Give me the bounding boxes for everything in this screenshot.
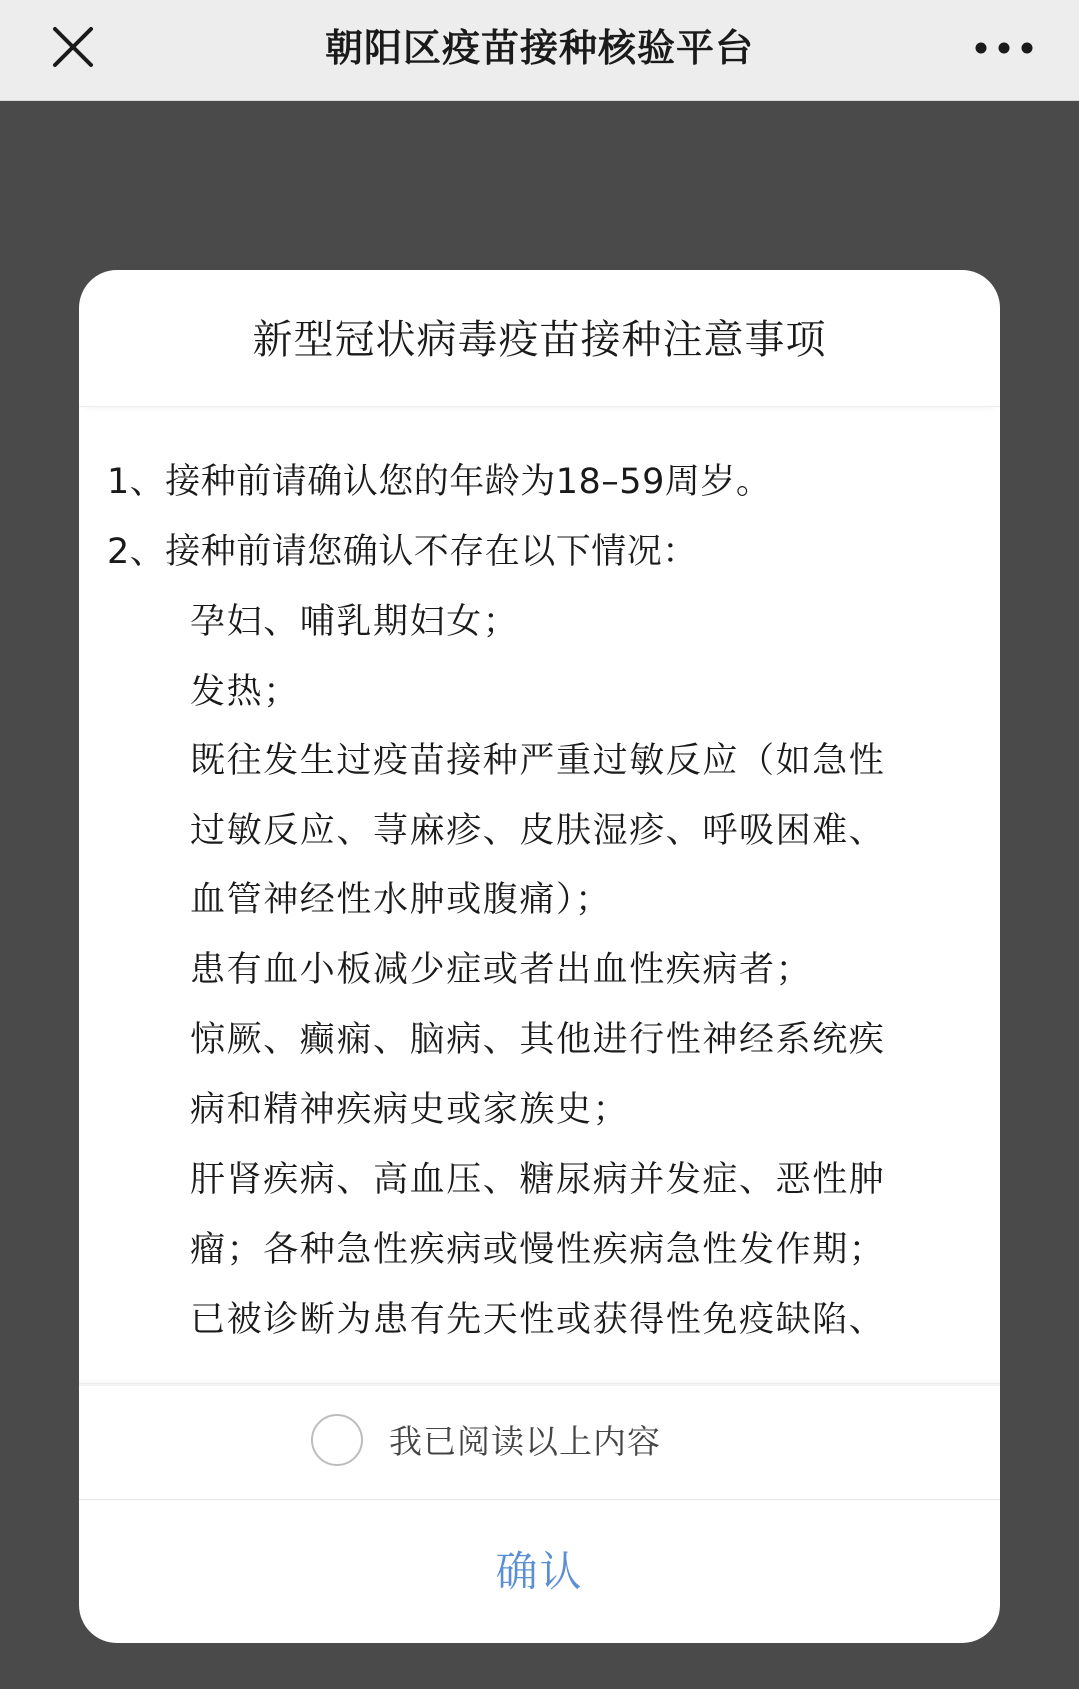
agree-checkbox-row[interactable] [79, 1383, 1000, 1500]
condition-line: 肝肾疾病、高血压、糖尿病并发症、恶性肿 [190, 1160, 886, 1200]
condition-line: 血管神经性水肿或腹痛）； [190, 880, 612, 920]
notice-dialog [79, 270, 1000, 1643]
condition-line: 瘤；各种急性疾病或慢性疾病急性发作期； [190, 1230, 886, 1270]
notice-item-conditions: 2、接种前请您确认不存在以下情况： [107, 532, 698, 572]
dialog-content-scroll[interactable] [79, 407, 1000, 1383]
notice-item-age: 1、接种前请确认您的年龄为18–59周岁。 [107, 462, 772, 502]
condition-line: 患有血小板减少症或者出血性疾病者； [190, 950, 813, 990]
confirm-button[interactable]: 确认 [495, 1547, 584, 1596]
dialog-title: 新型冠状病毒疫苗接种注意事项 [79, 270, 1000, 407]
condition-line: 已被诊断为患有先天性或获得性免疫缺陷、 [190, 1300, 886, 1340]
condition-line: 孕妇、哺乳期妇女； [190, 602, 520, 642]
top-navigation-bar [0, 0, 1079, 101]
condition-line: 过敏反应、荨麻疹、皮肤湿疹、呼吸困难、 [190, 811, 886, 851]
agree-radio[interactable] [311, 1414, 363, 1466]
condition-line: 发热； [190, 672, 300, 712]
condition-line: 既往发生过疫苗接种严重过敏反应（如急性 [190, 741, 886, 781]
page-title: 朝阳区疫苗接种核验平台 [324, 26, 754, 70]
condition-line: 惊厥、癫痫、脑病、其他进行性神经系统疾 [190, 1020, 886, 1060]
close-icon[interactable] [48, 22, 98, 72]
condition-line: 病和精神疾病史或家族史； [190, 1090, 630, 1130]
more-icon[interactable] [969, 28, 1039, 68]
agree-label: 我已阅读以上内容 [389, 1422, 661, 1461]
